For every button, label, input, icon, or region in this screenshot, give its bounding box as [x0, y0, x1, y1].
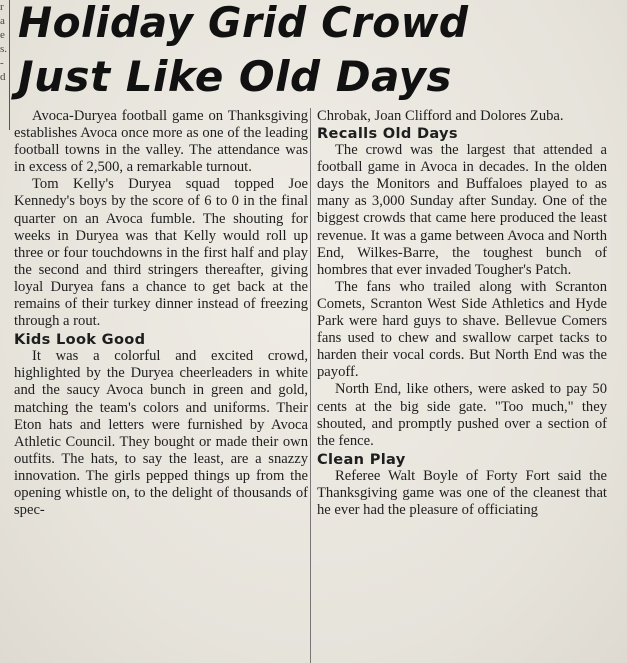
paragraph: Tom Kelly's Duryea squad topped Joe Kennedy's boys by the score of 6 to 0 in the final quarter on an Avoca fumble. The shouting for weeks in Duryea was that Kelly would roll up three or four touchdowns in the first half and play the second and third stringers thereafter, giving loyal Duryea fans a chance to get back at the remains of their turkey dinner instead of freezing through a rout.: [14, 176, 308, 330]
headline-line-1: Holiday Grid Crowd: [18, 0, 469, 47]
paragraph-continuation: Chrobak, Joan Clifford and Dolores Zuba.: [317, 108, 564, 124]
paragraph: The crowd was the largest that attended a football game in Avoca in decades. In the olden days the Monitors and Buffaloes played to as many as 3,000 Sunday after Sunday. One of the biggest crowds that came here produced the least revenue. It was a game between Avoca and North End, Wilkes-Barre, the toughest bunch of hombres that ever invaded Tougher's Patch.: [317, 142, 607, 278]
edge-letter: e: [0, 29, 5, 41]
subhead-clean-play: Clean Play: [317, 450, 406, 468]
headline-line-2: Just Like Old Days: [18, 52, 453, 101]
paragraph: North End, like others, were asked to pay 50 cents at the big side gate. "Too much," they shouted, and promptly pushed over a section of the fence.: [317, 381, 607, 449]
edge-letter: -: [0, 57, 4, 69]
adjacent-column-fragment: [0, 0, 9, 120]
edge-letter: a: [0, 15, 5, 27]
column-divider-left: [9, 0, 10, 130]
edge-letter: d: [0, 71, 6, 83]
edge-letter: r: [0, 1, 4, 13]
column-divider: [310, 108, 311, 663]
paragraph: Avoca-Duryea football game on Thanksgiving establishes Avoca once more as one of the leading football towns in the valley. The attendance was in excess of 2,500, a remarkable turnout.: [14, 108, 308, 176]
paragraph: It was a colorful and excited crowd, highlighted by the Duryea cheerleaders in white and the saucy Avoca bunch in green and gold, matching the team's colors and uniforms. Their Eton hats and letters were furnished by Avoca Athletic Council. They bought or made their own outfits. The hats, to say the least, are a snazzy innovation. The girls pepped things up from the opening whistle on, to the delight of thousands of spec-: [14, 348, 308, 519]
right-column: [317, 108, 607, 519]
edge-letter: s.: [0, 43, 8, 55]
paragraph: Referee Walt Boyle of Forty Fort said the Thanksgiving game was one of the cleanest that he ever had the pleasure of officiating: [317, 467, 607, 518]
subhead-recalls-old-days: Recalls Old Days: [317, 125, 458, 143]
paragraph: The fans who trailed along with Scranton Comets, Scranton West Side Athletics and Hyde Park were hard guys to shave. Bellevue Comers fans used to chew and swallow carpet tacks to harden their vocal cords. But North End was the payoff.: [317, 278, 607, 381]
subhead-kids-look-good: Kids Look Good: [14, 331, 146, 349]
left-column: [14, 108, 308, 519]
